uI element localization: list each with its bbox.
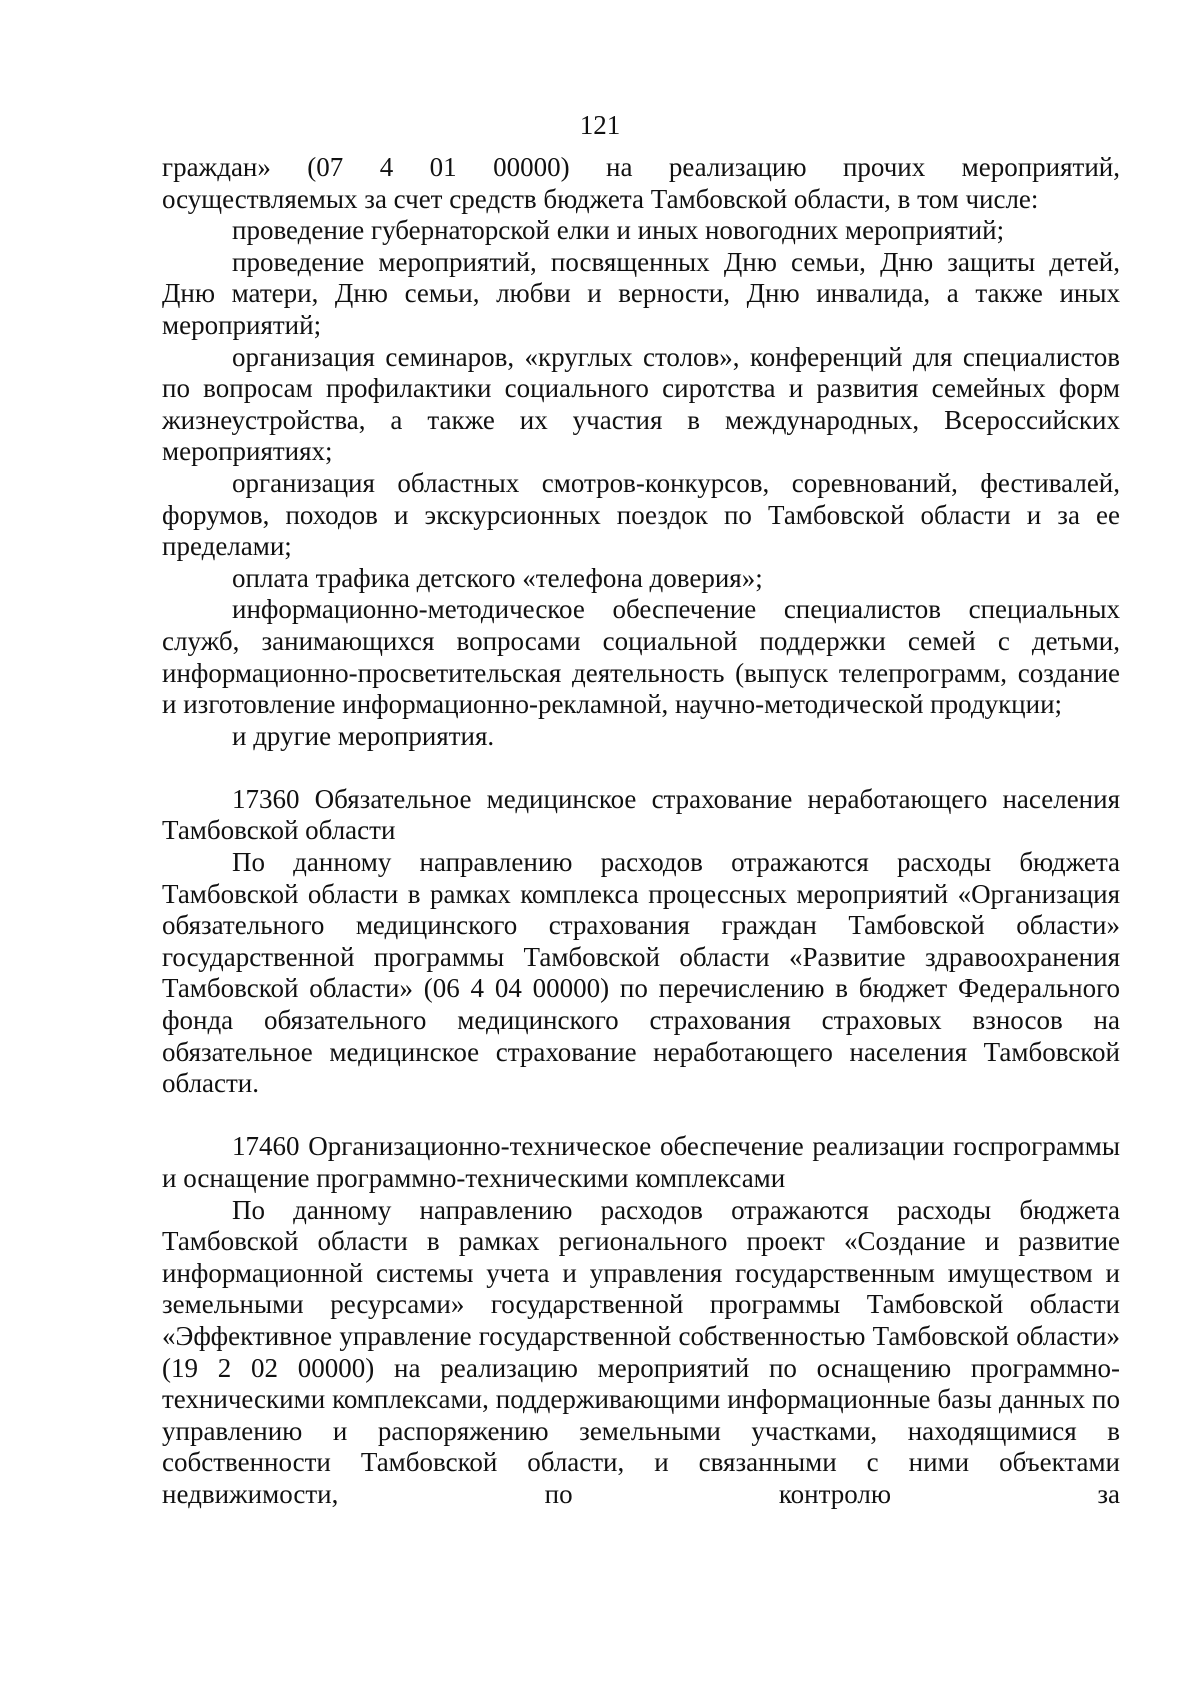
list-item-helpline: оплата трафика детского «телефона доверия»; bbox=[232, 562, 763, 593]
section-heading-17360: 17360 Обязательное медицинское страхование неработающего населения Тамбовской области bbox=[162, 783, 1120, 846]
page-number: 121 bbox=[579, 110, 621, 140]
intro-line-1: граждан» (07 4 01 00000) на реализацию прочих мероприятий, bbox=[162, 152, 1120, 182]
section-body-17460: По данному направлению расходов отражаются расходы бюджета Тамбовской области в рамках регионального проект «Создание и развитие информационной системы учета и управления государственным имуществом и земельными ресурсами» государственной программы Тамбовской области «Эффективное управление государственной собственностью Тамбовской области» (19 2 02 00000) на реализацию мероприятий по оснащению программно-техническими комплексами, поддерживающими информационные базы данных по управлению и распоряжению земельными участками, находящимися в собственности Тамбовской области, и связанными с ними объектами недвижимости, по контролю за bbox=[162, 1194, 1120, 1509]
document-body bbox=[162, 152, 1120, 1511]
list-item-contests: организация областных смотров-конкурсов, соревнований, фестивалей, форумов, походов и экскурсионных поездок по Тамбовской области и за ее пределами; bbox=[162, 467, 1120, 562]
list-item-yolka: проведение губернаторской елки и иных новогодних мероприятий; bbox=[232, 215, 1005, 246]
list-item-other: и другие мероприятия. bbox=[232, 720, 495, 751]
intro-line-2: осуществляемых за счет средств бюджета Тамбовской области, в том числе: bbox=[162, 183, 1039, 214]
section-body-17360: По данному направлению расходов отражаются расходы бюджета Тамбовской области в рамках комплекса процессных мероприятий «Организация обязательного медицинского страхования граждан Тамбовской области» государственной программы Тамбовской области «Развитие здравоохранения Тамбовской области» (06 4 04 00000) по перечислению в бюджет Федерального фонда обязательного медицинского страхования страховых взносов на обязательное медицинское страхование неработающего населения Тамбовской области. bbox=[162, 847, 1120, 1099]
list-item-info-support: информационно-методическое обеспечение специалистов специальных служб, занимающихся вопросами социальной поддержки семей с детьми, информационно-просветительская деятельность (выпуск телепрограмм, создание и изготовление информационно-рекламной, научно-методической продукции; bbox=[162, 594, 1120, 720]
section-spacer bbox=[162, 752, 1120, 784]
section-spacer bbox=[162, 1100, 1120, 1132]
section-heading-17460: 17460 Организационно-техническое обеспечение реализации госпрограммы и оснащение программно-техническими комплексами bbox=[162, 1131, 1120, 1193]
list-item-seminars: организация семинаров, «круглых столов», конференций для специалистов по вопросам профилактики социального сиротства и развития семейных форм жизнеустройства, а также их участия в международных, Всероссийских мероприятиях; bbox=[162, 341, 1120, 467]
list-item-family-days: проведение мероприятий, посвященных Дню семьи, Дню защиты детей, Дню матери, Дню семьи, любви и верности, Дню инвалида, а также иных мероприятий; bbox=[162, 246, 1120, 340]
